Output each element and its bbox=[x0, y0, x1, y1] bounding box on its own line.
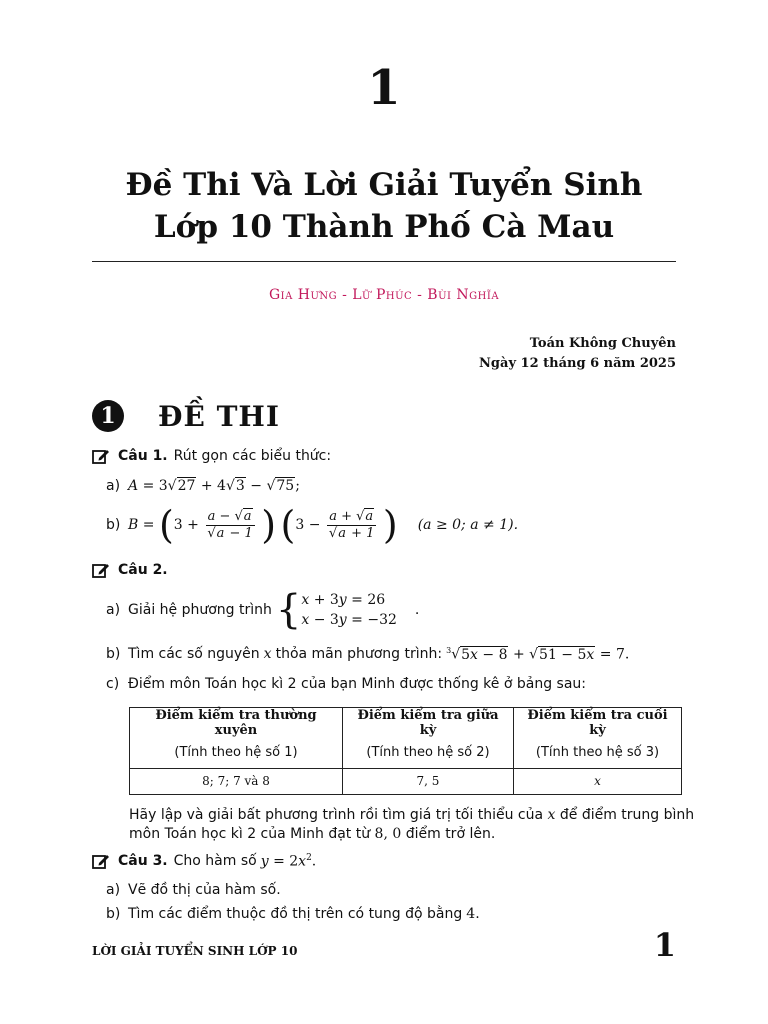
footer-running-title: LỜI GIẢI TUYỂN SINH LỚP 10 bbox=[92, 944, 298, 958]
question-1-label: Câu 1. bbox=[118, 448, 168, 464]
item-marker: a) bbox=[106, 478, 121, 494]
question-2b bbox=[106, 646, 629, 663]
question-1b bbox=[106, 503, 519, 547]
chapter-number: 1 bbox=[367, 60, 401, 116]
score-table bbox=[129, 707, 682, 795]
title-line-2: Lớp 10 Thành Phố Cà Mau bbox=[153, 209, 615, 245]
exam-meta bbox=[479, 334, 676, 374]
item-marker: a) bbox=[106, 602, 121, 618]
equation-system: { x + 3y = 26 x − 3y = −32 . bbox=[275, 587, 420, 633]
pencil-square-icon bbox=[92, 853, 110, 869]
title-rule bbox=[92, 261, 676, 262]
item-marker: b) bbox=[106, 906, 121, 922]
question-2c-follow bbox=[129, 806, 694, 844]
question-3-label: Câu 3. bbox=[118, 853, 168, 870]
pencil-square-icon bbox=[92, 562, 110, 578]
chapter-title bbox=[0, 164, 768, 248]
item-marker: a) bbox=[106, 882, 121, 898]
ordinate-value: 4. bbox=[466, 906, 480, 922]
pencil-square-icon bbox=[92, 448, 110, 464]
item-marker: c) bbox=[106, 676, 120, 692]
question-2c bbox=[106, 676, 586, 692]
question-2b-text: Tìm các số nguyên bbox=[128, 646, 260, 663]
table-weight-cell: (Tính theo hệ số 3) bbox=[514, 738, 682, 768]
follow-line-1 bbox=[129, 806, 694, 825]
question-2-header bbox=[92, 562, 174, 578]
question-3a-text: Vẽ đồ thị của hàm số. bbox=[128, 882, 281, 898]
exam-date: Ngày 12 tháng 6 năm 2025 bbox=[479, 356, 676, 371]
table-cell: x bbox=[514, 768, 682, 794]
question-1a bbox=[106, 478, 300, 494]
threshold-value: 8, 0 bbox=[374, 826, 402, 842]
question-1-header bbox=[92, 448, 331, 464]
table-weight-row bbox=[130, 738, 682, 768]
authors: Gia Hưng - Lữ Phúc - Bùi Nghĩa bbox=[268, 287, 500, 303]
question-2a-text: Giải hệ phương trình bbox=[128, 602, 272, 618]
formula-1a: A = 3√27 + 4√3 − √75; bbox=[128, 478, 300, 494]
item-marker: b) bbox=[106, 517, 121, 533]
question-3b bbox=[106, 906, 480, 922]
follow-text: để điểm trung bình bbox=[559, 807, 695, 823]
table-cell: 7, 5 bbox=[343, 768, 514, 794]
subject: Toán Không Chuyên bbox=[529, 336, 676, 351]
table-row bbox=[130, 768, 682, 794]
table-header-row bbox=[130, 708, 682, 739]
function-formula: $y = 2x^2$. bbox=[260, 853, 317, 870]
table-header-cell: Điểm kiểm tra thường xuyên bbox=[130, 708, 343, 739]
question-2b-text-2: thỏa mãn phương trình: bbox=[275, 646, 443, 663]
follow-text: điểm trở lên. bbox=[405, 826, 496, 842]
question-3b-text: Tìm các điểm thuộc đồ thị trên có tung độ bằng bbox=[128, 906, 463, 922]
item-marker: b) bbox=[106, 646, 121, 663]
variable-x: x bbox=[547, 807, 556, 823]
table-weight-cell: (Tính theo hệ số 2) bbox=[343, 738, 514, 768]
table-weight-cell: (Tính theo hệ số 1) bbox=[130, 738, 343, 768]
question-3-header bbox=[92, 853, 316, 870]
follow-line-2 bbox=[129, 825, 694, 844]
question-2-label: Câu 2. bbox=[118, 562, 168, 578]
page-number: 1 bbox=[653, 926, 676, 964]
section-heading bbox=[92, 396, 280, 436]
question-3a bbox=[106, 882, 281, 898]
follow-text: môn Toán học kì 2 của Minh đạt từ bbox=[129, 826, 371, 842]
table-header-cell: Điểm kiểm tra giữa kỳ bbox=[343, 708, 514, 739]
variable-x: x bbox=[263, 646, 272, 663]
table-header-cell: Điểm kiểm tra cuối kỳ bbox=[514, 708, 682, 739]
question-1-text: Rút gọn các biểu thức: bbox=[173, 448, 332, 464]
question-2c-text: Điểm môn Toán học kì 2 của bạn Minh được thống kê ở bảng sau: bbox=[128, 676, 586, 692]
formula-2b: $^3$√5x − 8 + √51 − 5x = 7. bbox=[446, 646, 630, 663]
section-number-badge: 1 bbox=[92, 400, 124, 432]
follow-text: Hãy lập và giải bất phương trình rồi tìm giá trị tối thiểu của bbox=[129, 807, 544, 823]
formula-1b: B = (3 + $\frac{a - √a}{√a - 1}$ ) (3 − $\frac{a + √a}{√a + 1}$ ) bbox=[128, 503, 398, 547]
question-3-text: Cho hàm số bbox=[173, 853, 257, 870]
title-line-1: Đề Thi Và Lời Giải Tuyển Sinh bbox=[125, 167, 643, 203]
question-2a bbox=[106, 587, 420, 633]
table-cell: 8; 7; 7 và 8 bbox=[130, 768, 343, 794]
section-title: ĐỀ THI bbox=[158, 399, 280, 433]
condition-1b: (a ≥ 0; a ≠ 1). bbox=[417, 517, 519, 533]
